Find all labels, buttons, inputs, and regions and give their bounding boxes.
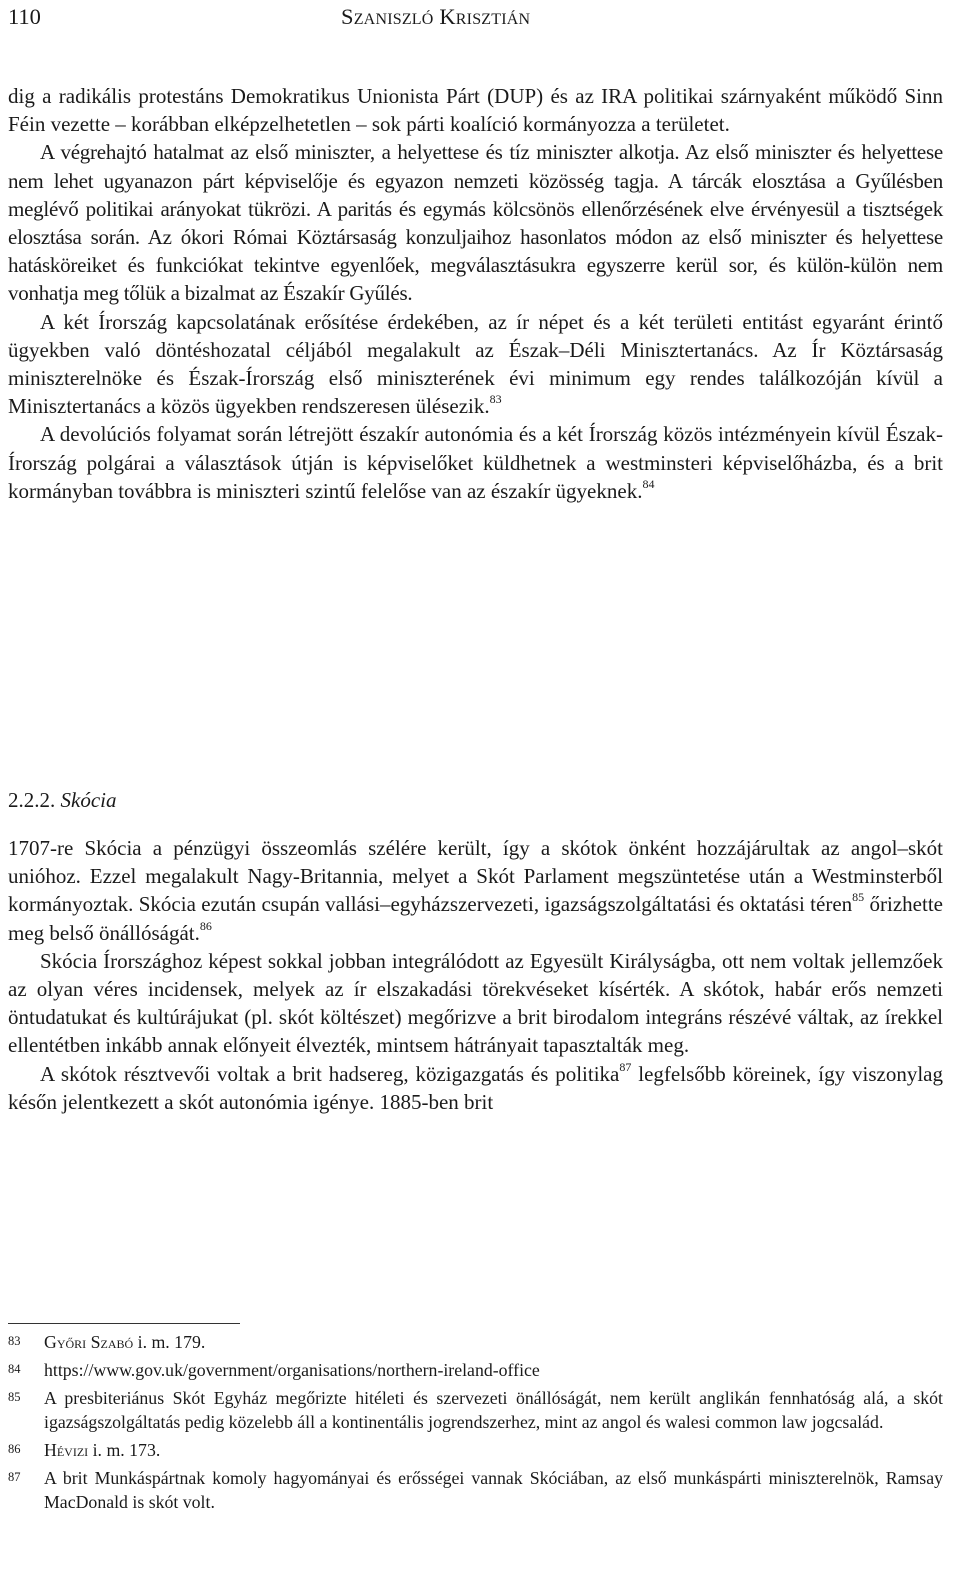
footnote-ref[interactable]: 84 — [642, 476, 655, 491]
paragraph-text: 1707-re Skócia a pénzügyi összeomlás szélére került, így a skótok önként hozzájárultak az angol–skót unióhoz. Ezzel megalakult Nagy-Britannia, melyet a Skót Parlament megszüntetése után a Westminsterből kormányoztak. Skócia ezután csupán vallási–egyházszervezeti, igazságszolgáltatási és oktatási téren — [8, 836, 943, 917]
body-section-scotland — [8, 834, 943, 1116]
footnote-number: 85 — [8, 1389, 21, 1404]
footnote-number: 87 — [8, 1469, 21, 1484]
paragraph — [8, 308, 943, 421]
book-page — [8, 0, 943, 1593]
paragraph — [8, 420, 943, 505]
running-head: Szaniszló Krisztián — [341, 4, 531, 29]
paragraph — [8, 834, 943, 947]
section-title: Skócia — [60, 788, 117, 812]
footnote-ref[interactable]: 87 — [619, 1059, 632, 1074]
paragraph-text: A két Írország kapcsolatának erősítése érdekében, az ír népet és a két területi entitást egyaránt érintő ügyekben való döntéshozatal céljából megalakult az Észak–Déli Minisztertanács. Az Ír Köztársaság miniszterelnöke és Észak-Írország első miniszterének évi minimum egy rendes találkozóján kívül a Minisztertanács a közös ügyekben rendszeresen ülésezik. — [8, 309, 943, 419]
footnote-text: i. m. 173. — [88, 1439, 161, 1460]
paragraph-text: A skótok résztvevői voltak a brit hadsereg, közigazgatás és politika — [40, 1061, 620, 1086]
footnote-ref[interactable]: 86 — [199, 918, 212, 933]
body-section-northern-ireland — [8, 82, 943, 505]
paragraph: Skócia Írországhoz képest sokkal jobban integrálódott az Egyesült Királyságba, ott nem voltak jellemzőek az olyan véres incidensek, melyek az ír elszakadási törekvéseket kísérték. A skótok, habár erős nemzeti öntudatukat és kultúrájukat (pl. skót költészet) megőrizve a brit birodalom integráns részévé váltak, az írekkel ellentétben inkább annak előnyeit élvezték, mintsem hátrányait tapasztalták meg. — [8, 948, 943, 1058]
paragraph: dig a radikális protestáns Demokratikus Unionista Párt (DUP) és az IRA politikai szárnyaként működő Sinn Féin vezette – korábban elképzelhetetlen – sok párti koalíció kormányozza a területet. — [8, 84, 943, 137]
paragraph-text: őrizhette meg belső önállóságát. — [8, 892, 943, 945]
footnote — [8, 1330, 943, 1355]
footnote — [8, 1386, 943, 1435]
section-number: 2.2.2. — [8, 788, 56, 812]
footnote-ref[interactable]: 83 — [489, 392, 502, 407]
footnote-text: A presbiteriánus Skót Egyház megőrizte hitéleti és szervezeti önállóságát, nem került anglikán fennhatóság alá, a skót igazságszolgáltatás pedig közelebb áll a kontinentális jogrendszerhez, mint az angol és walesi common law jogcsalád. — [44, 1387, 943, 1433]
paragraph-text: A devolúciós folyamat során létrejött északír autonómia és a két Írország közös intézményein kívül Észak-Írország polgárai a választások útján is képviselőket küldhetnek a westminsteri képviselőházba, és a brit kormányban továbbra is miniszteri szintű felelőse van az északír ügyeknek. — [8, 422, 943, 503]
footnote-text: i. m. 179. — [133, 1332, 206, 1352]
footnote — [8, 1466, 943, 1515]
footnote-author: Hévizi — [44, 1439, 89, 1460]
page-number: 110 — [8, 4, 41, 29]
footnote — [8, 1438, 943, 1463]
paragraph-text: legfelsőbb köreinek, így viszonylag későn jelentkezett a skót autonómia igénye. 1885-ben brit — [8, 1061, 943, 1114]
footnote-number: 84 — [8, 1361, 21, 1376]
footnote-text: A brit Munkáspártnak komoly hagyományai és erősségei vannak Skóciában, az első munkáspárti miniszterelnök, Ramsay MacDonald is skót volt. — [44, 1467, 943, 1513]
footnote-number: 86 — [8, 1441, 21, 1456]
footnote-separator — [8, 1323, 240, 1324]
footnote-number: 83 — [8, 1334, 21, 1348]
footnote-author: Győri Szabó — [44, 1332, 134, 1352]
footnote-link[interactable]: https://www.gov.uk/government/organisations/northern-ireland-office — [44, 1359, 540, 1380]
footnotes — [8, 1330, 943, 1518]
page-header — [8, 2, 943, 32]
footnote-ref[interactable]: 85 — [852, 890, 865, 905]
paragraph — [8, 1060, 943, 1116]
footnote — [8, 1358, 943, 1383]
paragraph: A végrehajtó hatalmat az első miniszter, a helyettese és tíz miniszter alkotja. Az első miniszter és helyettese nem lehet ugyanazon párt képviselője és egyazon nemzeti közösség tagja. A tárcák elosztása a Gyűlésben meglévő politikai arányokat tükrözi. A paritás és egymás kölcsönös ellenőrzésének elve érvényesül a tisztségek elosztása során. Az ókori Római Köztársaság konzuljaihoz hasonlatos módon az első miniszter és helyettese hatásköreiket és funkciókat tekintve egyenlőek, megválasztásukra egyszerre kerül sor, és külön-külön nem vonhatja meg tőlük a bizalmat az Északír Gyűlés. — [8, 140, 943, 306]
section-heading — [8, 786, 116, 814]
